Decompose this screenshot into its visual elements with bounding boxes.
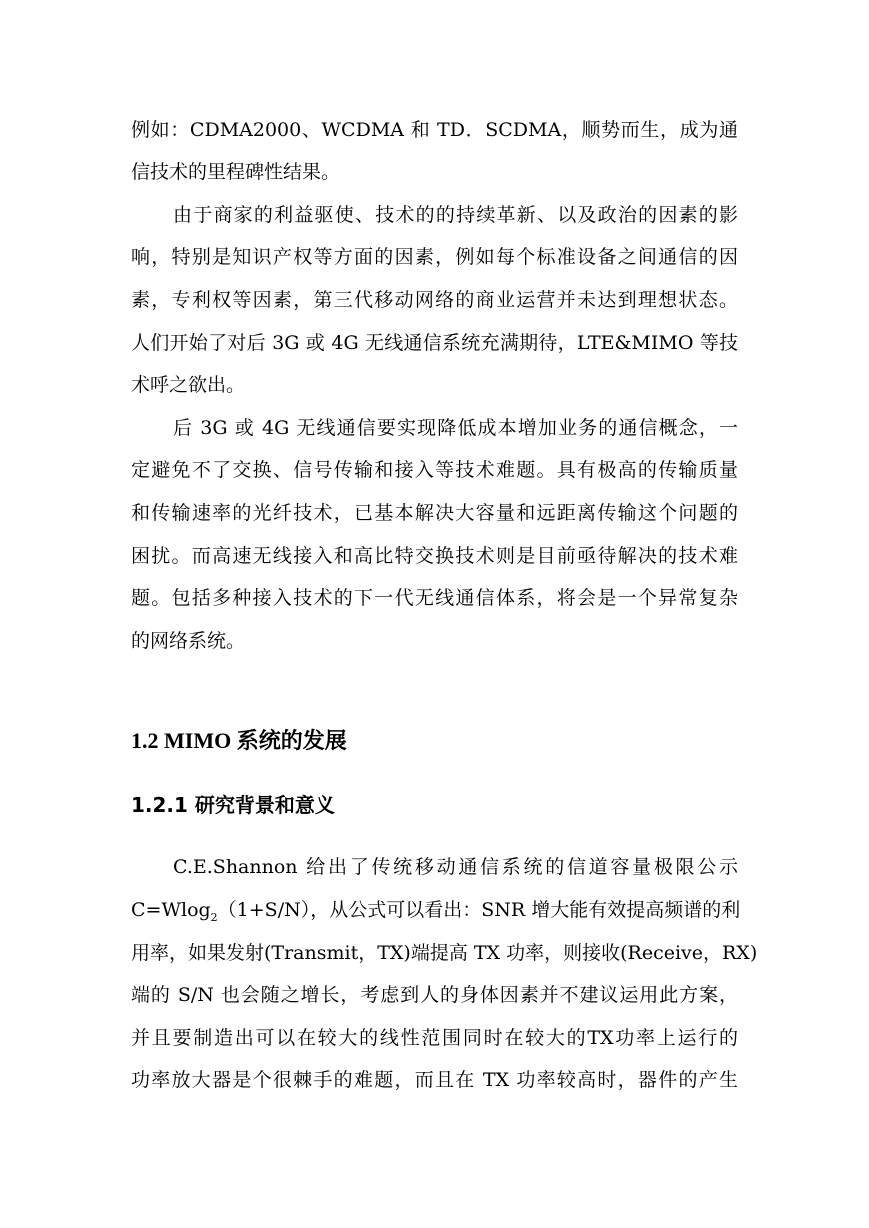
subsection-heading: 1.2.1 研究背景和意义	[131, 793, 335, 817]
paragraph-line: 功率放大器是个很棘手的难题，而且在 TX 功率较高时，器件的产生	[131, 1069, 738, 1091]
paragraph-line: 例如：CDMA2000、WCDMA 和 TD．SCDMA，顺势而生，成为通	[131, 119, 738, 141]
paragraph-line: 响，特别是知识产权等方面的因素，例如每个标准设备之间通信的因	[131, 246, 738, 268]
paragraph-line: 题。包括多种接入技术的下一代无线通信体系，将会是一个异常复杂	[131, 587, 738, 609]
section-heading: 1.2 MIMO 系统的发展	[131, 728, 347, 753]
paragraph-line: 并且要制造出可以在较大的线性范围同时在较大的TX功率上运行的	[131, 1027, 738, 1049]
paragraph-line: 和传输速率的光纤技术，已基本解决大容量和远距离传输这个问题的	[131, 502, 738, 524]
paragraph-line: 术呼之欲出。	[131, 374, 246, 396]
paragraph-line: C.E.Shannon 给出了传统移动通信系统的信道容量极限公示	[173, 856, 738, 878]
paragraph-line: 信技术的里程碑性结果。	[131, 161, 341, 183]
paragraph-line: 由于商家的利益驱使、技术的的持续革新、以及政治的因素的影	[173, 204, 738, 226]
paragraph-line: 素，专利权等因素，第三代移动网络的商业运营并未达到理想状态。	[131, 289, 738, 311]
paragraph-line: 端的 S/N 也会随之增长，考虑到人的身体因素并不建议运用此方案，	[131, 984, 738, 1006]
formula-continuation: （1+S/N），从公式可以看出：SNR 增大能有效提高频谱的利	[217, 899, 741, 921]
paragraph-line: 困扰。而高速无线接入和高比特交换技术则是目前亟待解决的技术难	[131, 545, 738, 567]
formula-text: C=Wlog	[131, 899, 211, 921]
paragraph-line: 定避免不了交换、信号传输和接入等技术难题。具有极高的传输质量	[131, 459, 738, 481]
paragraph-line: 的网络系统。	[131, 630, 246, 652]
paragraph-line: 人们开始了对后 3G 或 4G 无线通信系统充满期待，LTE&MIMO 等技	[131, 332, 738, 354]
paragraph-line: 后 3G 或 4G 无线通信要实现降低成本增加业务的通信概念，一	[173, 417, 738, 439]
paragraph-line-formula	[131, 898, 741, 924]
formula-subscript: 2	[210, 910, 218, 924]
paragraph-line: 用率，如果发射(Transmit，TX)端提高 TX 功率，则接收(Receive，RX)	[131, 942, 758, 964]
